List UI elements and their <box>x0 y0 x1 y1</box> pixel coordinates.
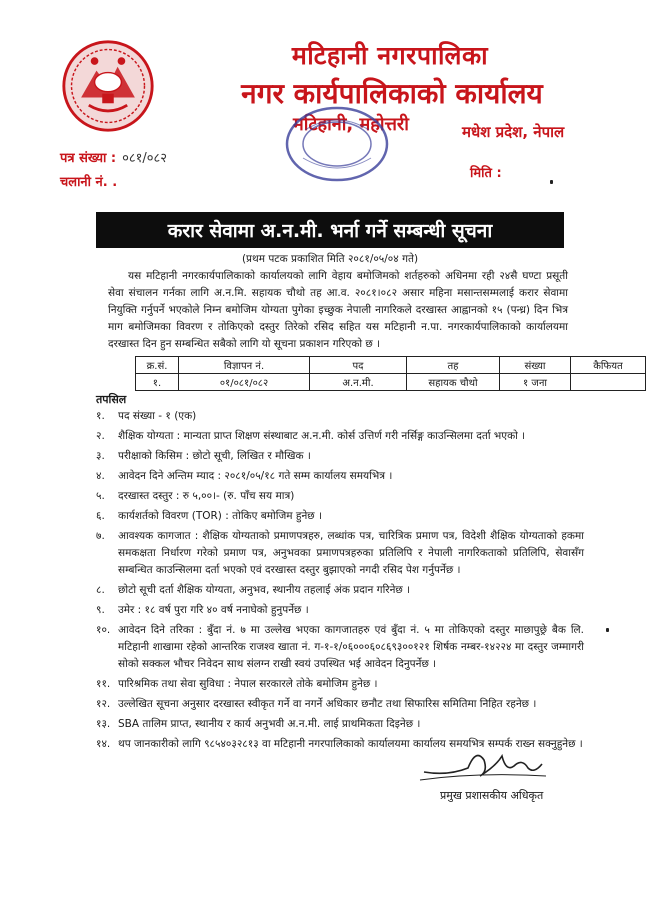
item-text: थप जानकारीको लागि ९८५४०३२८१३ वा मटिहानी नगरपालिकाको कार्यालयमा कार्यालय समयभित्र सम्पर्क राख्न सक्नुहुनेछ । <box>118 738 583 750</box>
conditions-list <box>96 408 584 756</box>
province-name: मधेश प्रदेश, नेपाल <box>462 123 565 141</box>
letter-number <box>60 148 167 166</box>
item-text: शैक्षिक योग्यता : मान्यता प्राप्त शिक्षण संस्थाबाट अ.न.मी. कोर्स उत्तिर्ण गरी नर्सिङ्ग काउन्सिलमा दर्ता भएको । <box>118 430 526 442</box>
letter-number-value: ०८१/०८२ <box>122 151 168 166</box>
item-text: परीक्षाको किसिम : छोटो सूची, लिखित र मौखिक । <box>118 450 311 462</box>
item-text: आवेदन दिने अन्तिम म्याद : २०८१/०५/१८ गते सम्म कार्यालय समयभित्र । <box>118 470 393 482</box>
item-number: ४. <box>96 470 105 482</box>
list-item <box>96 488 584 505</box>
notice-intro: यस मटिहानी नगरकार्यपालिकाको कार्यालयको लागि वेहाय बमोजिमको शर्तहरुको अधिनमा रही २४सै घण्टा प्रसूती सेवा संचालन गर्नका लागि अ.न.मि. सहायक चौथो तह आ.व. २०८१।०८२ असार महिना मसान्तसम्मलाई करार सेवामा नियुक्ति गर्नुपर्ने भएकोले निम्न बमोजिम योग्यता पुगेका इच्छुक नेपाली नागरिकले दरखास्त आह्वानको १५ (पन्ध्र) दिन भित्र माग बमोजिमका विवरण र तोकिएको दस्तुर तिरेको रसिद सहित यस मटिहानी न.पा. नगरकार्यपालिकाको कार्यालयमा दरखास्त दिन हुन सम्बन्धित सबैको लागि यो सूचना प्रकाशन गरिएको छ । <box>108 270 568 350</box>
list-item <box>96 582 584 599</box>
item-number: २. <box>96 430 105 442</box>
government-emblem-icon <box>60 38 156 134</box>
item-text: उमेर : १८ वर्ष पुरा गरि ४० वर्ष ननाघेको हुनुपर्नेछ । <box>118 604 309 616</box>
item-number: ६. <box>96 510 105 522</box>
item-text: पारिश्रमिक तथा सेवा सुविधा : नेपाल सरकारले तोके बमोजिम हुनेछ । <box>118 678 378 690</box>
column-header: पद <box>310 357 407 374</box>
table-cell: ०१/०८१/०८२ <box>179 374 310 391</box>
date-label: मिति : <box>470 166 502 181</box>
item-number: १. <box>96 410 105 422</box>
list-item <box>96 428 584 445</box>
column-header: कैफियत <box>571 357 646 374</box>
list-item <box>96 622 584 673</box>
letter-number-label: पत्र संख्या : <box>60 151 117 166</box>
item-number: ७. <box>96 530 105 542</box>
list-item <box>96 468 584 485</box>
table-cell: अ.न.मी. <box>310 374 407 391</box>
item-number: १४. <box>96 738 111 750</box>
list-item <box>96 448 584 465</box>
item-text: कार्यशर्तको विवरण (TOR) : तोकिए बमोजिम हुनेछ । <box>118 510 322 522</box>
item-text: उल्लेखित सूचना अनुसार दरखास्त स्वीकृत गर्ने वा नगर्ने अधिकार छनौट तथा सिफारिस समितिमा निहित रहनेछ । <box>118 698 537 710</box>
column-header: संख्या <box>500 357 571 374</box>
item-text: SBA तालिम प्राप्त, स्थानीय र कार्य अनुभवी अ.न.मी. लाई प्राथमिकता दिइनेछ । <box>118 718 421 730</box>
signatory-title: प्रमुख प्रशासकीय अधिकृत <box>440 789 544 802</box>
notice-title: करार सेवामा अ.न.मी. भर्ना गर्ने सम्बन्धी सूचना <box>96 212 564 248</box>
table-cell: १ जना <box>500 374 571 391</box>
ink-mark <box>606 628 609 632</box>
item-number: ८. <box>96 584 105 596</box>
item-text: पद संख्या - १ (एक) <box>118 410 197 422</box>
list-item <box>96 528 584 579</box>
item-number: १२. <box>96 698 111 710</box>
item-text: दरखास्त दस्तुर : रु ५,००।- (रु. पाँच सय मात्र) <box>118 490 295 502</box>
list-item <box>96 676 584 693</box>
dispatch-number-label: चलानी नं. . <box>60 175 118 190</box>
list-item <box>96 408 584 425</box>
office-name: नगर कार्यपालिकाको कार्यालय <box>241 77 543 110</box>
column-header: क्र.सं. <box>136 357 179 374</box>
column-header: तह <box>407 357 500 374</box>
office-location: मटिहानी, महोत्तरी <box>293 114 409 135</box>
item-text: आवेदन दिने तरिका : बुँदा नं. ७ मा उल्लेख भएका कागजातहरु एवं बुँदा नं. ५ मा तोकिएको दस्तुर माछापुछ्रे बैक लि. मटिहानी शाखामा रहेको आन्तरिक राजश्व खाता नं. ग-१-१/०६०००६०८६९३००१२१ शिर्षक नम्बर-१४२२४ मा दस्तुर जम्मागरी सोको सक्कल भौचर निवेदन साथ संलग्न राखी स्वयं उपस्थित भई आवेदन दिनुपर्नेछ । <box>118 624 584 670</box>
item-number: ३. <box>96 450 105 462</box>
first-publication-date: (प्रथम पटक प्रकाशित मिति २०८१/०५/०४ गते) <box>241 253 419 265</box>
list-item <box>96 602 584 619</box>
list-item <box>96 508 584 525</box>
signature-icon <box>418 742 548 784</box>
table-header-row <box>136 357 646 374</box>
item-number: ९. <box>96 604 105 616</box>
ink-mark <box>550 180 553 184</box>
item-number: १३. <box>96 718 111 730</box>
details-heading: तपसिल <box>96 393 127 406</box>
column-header: विज्ञापन नं. <box>179 357 310 374</box>
item-number: १०. <box>96 624 111 636</box>
list-item <box>96 716 584 733</box>
office-stamp-icon <box>275 100 400 188</box>
item-number: ५. <box>96 490 105 502</box>
municipality-name: मटिहानी नगरपालिका <box>291 41 489 70</box>
item-text: आवश्यक कागजात : शैक्षिक योग्यताको प्रमाणपत्रहरु, लब्धांक पत्र, चारित्रिक प्रमाण पत्र, विदेशी शैक्षिक योग्यताको हकमा समकक्षता निर्धारण गरेको प्रमाण पत्र, अनुभवका प्रमाणपत्रहरुका प्रतिलिपि र नेपाली नागरिकताको प्रतिलिपि, सेवासँग सम्बन्धित काउन्सिलमा दर्ता भएको एवं दरखास्त दस्तुर बुझाएको नगदी रसिद पेश गर्नुपर्नेछ । <box>118 530 584 576</box>
item-number: ११. <box>96 678 111 690</box>
list-item <box>96 696 584 713</box>
table-cell <box>571 374 646 391</box>
table-cell: १. <box>136 374 179 391</box>
table-cell: सहायक चौथो <box>407 374 500 391</box>
table-row <box>136 374 646 391</box>
item-text: छोटो सूची दर्ता शैक्षिक योग्यता, अनुभव, स्थानीय तहलाई अंक प्रदान गरिनेछ । <box>118 584 411 596</box>
vacancy-table <box>135 356 646 391</box>
